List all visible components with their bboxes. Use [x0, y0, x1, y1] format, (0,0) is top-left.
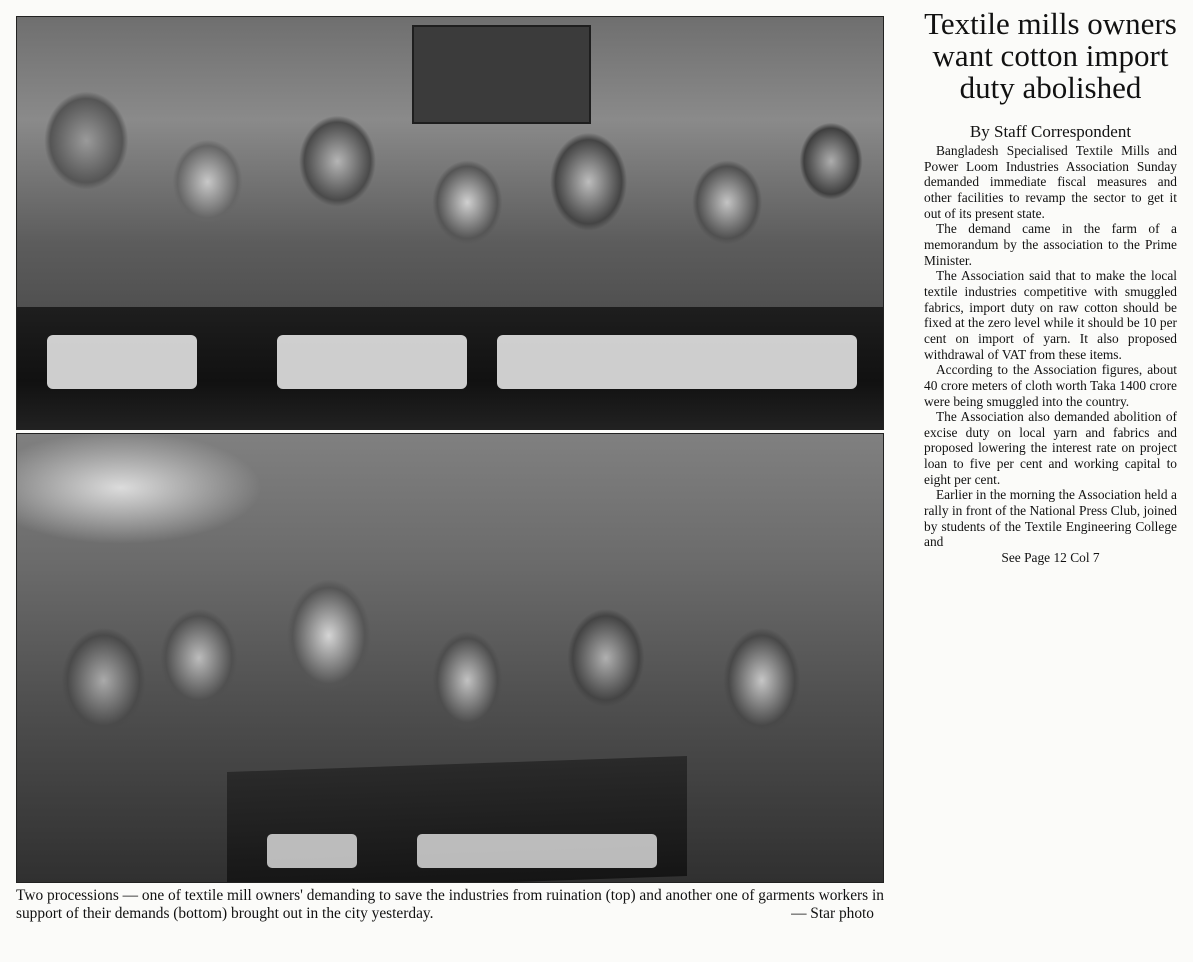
article-paragraph: The Association also demanded abolition of excise duty on local yarn and fabrics and proposed lowering the interest rate on project loan to five per cent and working capital to eight per cent.	[924, 409, 1177, 487]
byline: By Staff Correspondent	[969, 122, 1132, 141]
bottom-procession-photo	[16, 433, 884, 883]
caption-row	[16, 887, 884, 923]
photo-column	[16, 16, 884, 923]
photo-credit: — Star photo	[791, 905, 874, 922]
headline: Textile mills owners want cotton import duty abolished	[924, 6, 1177, 105]
article-body	[924, 143, 1177, 550]
continued-link[interactable]: See Page 12 Col 7	[1001, 550, 1100, 566]
banner-lettering	[277, 335, 467, 389]
photo-caption	[16, 887, 884, 923]
article-paragraph: Earlier in the morning the Association held a rally in front of the National Press Club, joined by students of the Textile Engineering College and	[924, 487, 1177, 550]
article-paragraph: Bangladesh Specialised Textile Mills and Power Loom Industries Association Sunday demanded immediate fiscal measures and other facilities to revamp the sector to get it out of its present state.	[924, 143, 1177, 221]
article-paragraph: The demand came in the farm of a memorandum by the association to the Prime Minister.	[924, 221, 1177, 268]
banner-lettering	[417, 834, 657, 868]
article-paragraph: According to the Association figures, about 40 crore meters of cloth worth Taka 1400 crore were being smuggled into the country.	[924, 362, 1177, 409]
top-procession-photo	[16, 16, 884, 430]
banner-lettering	[47, 335, 197, 389]
caption-text: Two processions — one of textile mill owners' demanding to save the industries from ruination (top) and another one of garments workers in support of their demands (bottom) brought out in the city yesterday.	[16, 887, 884, 922]
article	[924, 8, 1177, 565]
article-paragraph: The Association said that to make the local textile industries competitive with smuggled fabrics, import duty on raw cotton should be fixed at the zero level while it should be 10 per cent on import of yarn. It also proposed withdrawal of VAT from these items.	[924, 268, 1177, 362]
banner-lettering	[497, 335, 857, 389]
banner-lettering	[267, 834, 357, 868]
placard	[412, 25, 591, 124]
